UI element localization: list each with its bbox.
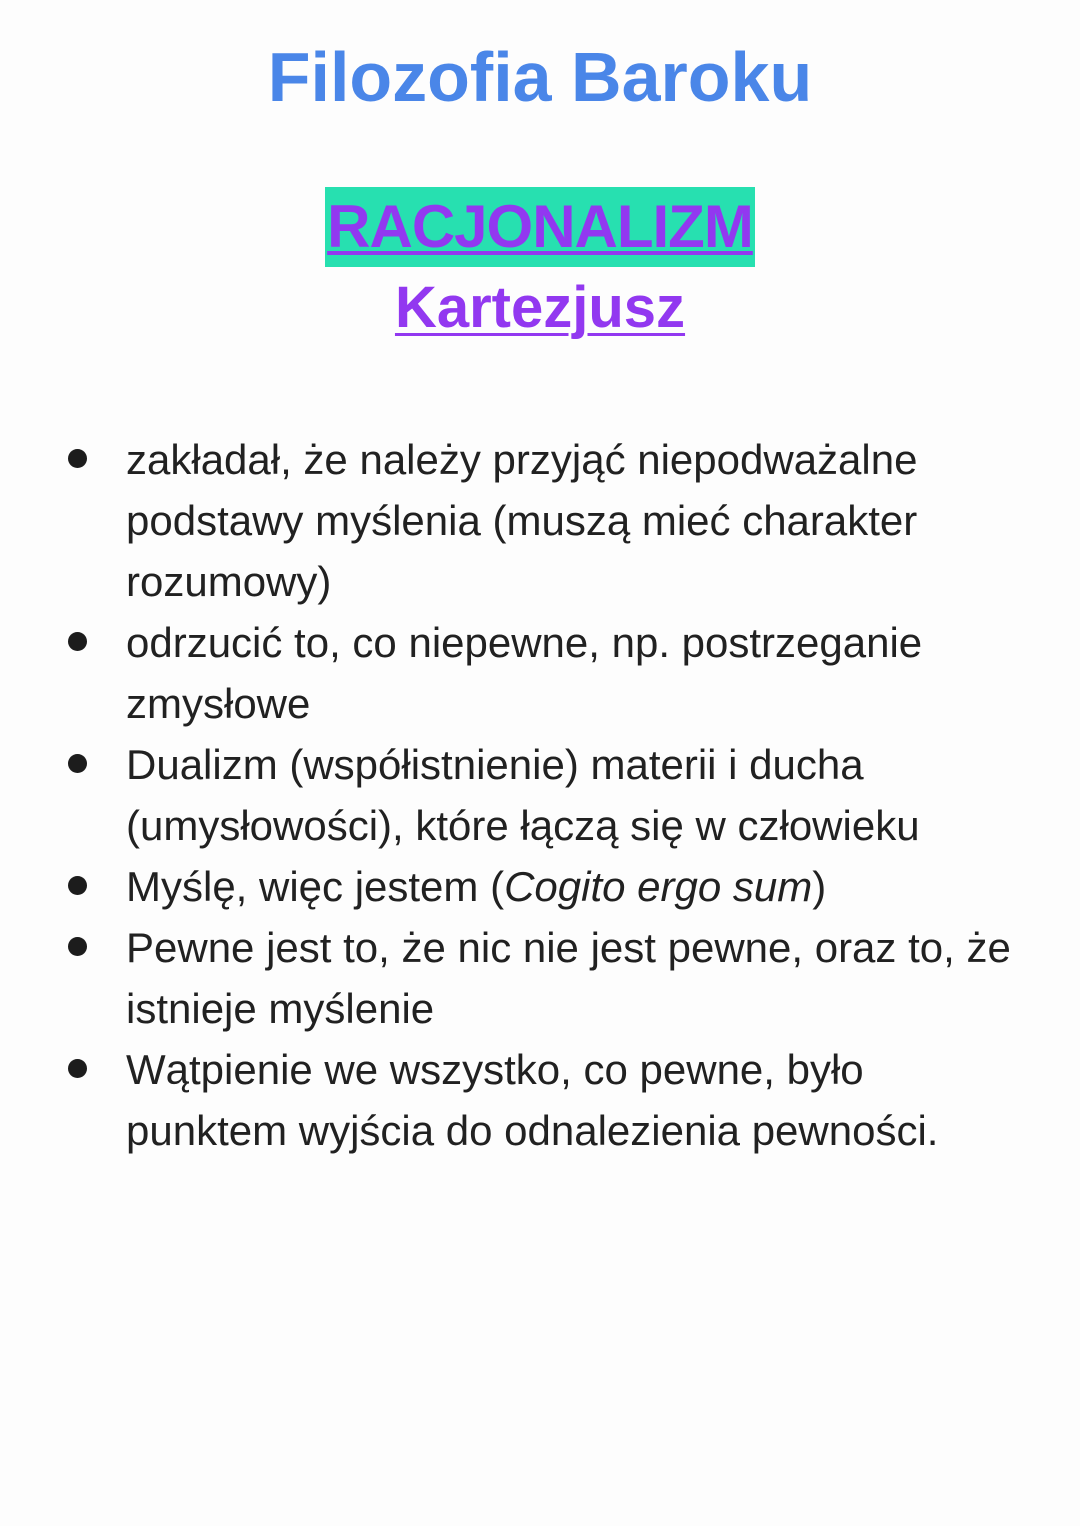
list-item-text-end: ) xyxy=(812,863,827,910)
list-item-text: odrzucić to, co niepewne, np. postrzeganie zmysłowe xyxy=(126,619,923,727)
bullet-icon xyxy=(68,1059,87,1078)
section-heading: RACJONALIZM xyxy=(325,187,755,267)
philosopher-name: Kartezjusz xyxy=(394,275,686,340)
list-item xyxy=(66,856,1026,917)
list-item-text-start: Myślę, więc jestem ( xyxy=(126,863,505,910)
bullet-icon xyxy=(68,937,87,956)
list-item-text: Dualizm (współistnienie) materii i ducha (umysłowości), które łączą się w człowieku xyxy=(126,741,920,849)
list-item xyxy=(66,917,1026,1039)
latin-phrase: Cogito ergo sum xyxy=(504,863,813,910)
bullet-icon xyxy=(68,876,87,895)
list-item-text: zakładał, że należy przyjąć niepodważalne podstawy myślenia (muszą mieć charakter rozumowy) xyxy=(126,436,918,605)
bullet-icon xyxy=(68,754,87,773)
bullet-icon xyxy=(68,449,87,468)
list-item xyxy=(66,1039,1026,1161)
list-item xyxy=(66,429,1026,612)
page-title: Filozofia Baroku xyxy=(267,38,813,116)
section-heading-wrapper xyxy=(0,187,1080,267)
list-item xyxy=(66,612,1026,734)
bullet-icon xyxy=(68,632,87,651)
list-item-text: Wątpienie we wszystko, co pewne, było punktem wyjścia do odnalezienia pewności. xyxy=(126,1046,939,1154)
list-item-text: Pewne jest to, że nic nie jest pewne, oraz to, że istnieje myślenie xyxy=(126,924,1011,1032)
bullet-list xyxy=(66,429,1026,1161)
list-item xyxy=(66,734,1026,856)
